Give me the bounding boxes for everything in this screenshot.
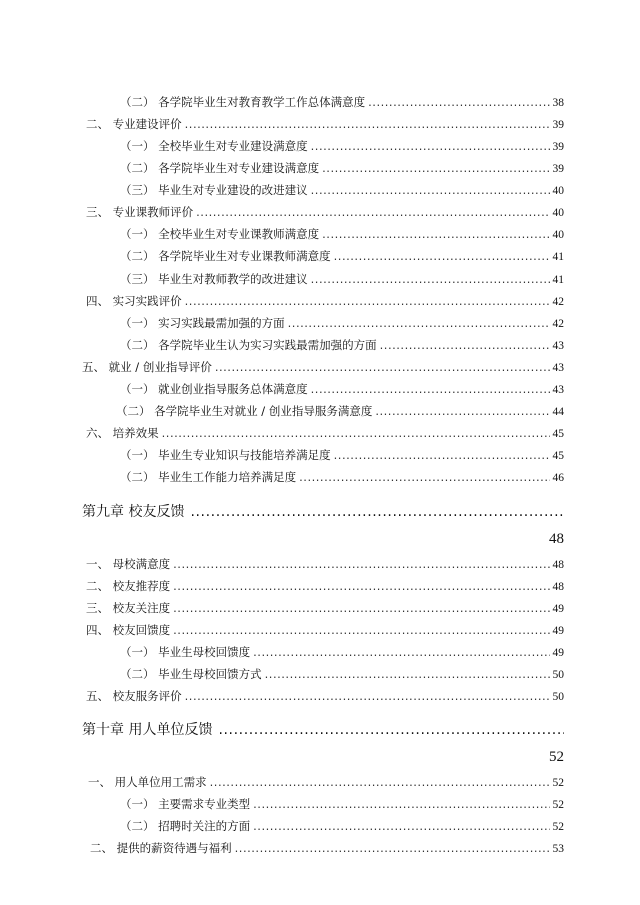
leader-dots — [311, 139, 550, 153]
toc-page-number: 50 — [552, 669, 564, 681]
toc-page-number: 42 — [552, 318, 564, 330]
toc-entry[interactable] — [86, 601, 564, 616]
toc-entry[interactable] — [120, 227, 564, 242]
toc-entry-label: （一） 全校毕业生对专业建设满意度 — [120, 139, 308, 153]
toc-page-number: 39 — [552, 141, 564, 153]
toc-entry[interactable] — [86, 623, 564, 638]
toc-page-number: 49 — [552, 603, 564, 615]
toc-page-number: 49 — [552, 647, 564, 659]
toc-entry[interactable] — [120, 470, 564, 485]
toc-entry[interactable] — [116, 404, 564, 419]
leader-dots — [196, 205, 549, 219]
toc-page-number: 46 — [552, 472, 564, 484]
toc-page-number: 45 — [552, 450, 564, 462]
leader-dots — [185, 689, 550, 703]
toc-entry-label: 二、 提供的薪资待遇与福利 — [90, 841, 232, 855]
leader-dots — [253, 797, 549, 811]
toc-entry-label: （一） 就业创业指导服务总体满意度 — [120, 382, 308, 396]
leader-dots — [185, 117, 550, 131]
toc-page-number: 39 — [552, 163, 564, 175]
toc-page-number: 52 — [552, 821, 564, 833]
leader-dots — [368, 95, 549, 109]
leader-dots — [173, 579, 549, 593]
toc-entry[interactable] — [120, 448, 564, 463]
leader-dots — [288, 316, 550, 330]
toc-page-number: 41 — [552, 251, 564, 263]
toc-entry-label: （二） 各学院毕业生认为实习实践最需加强的方面 — [120, 338, 377, 352]
chapter-title: 第九章 校友反馈 — [82, 504, 185, 520]
toc-entry-label: 三、 校友关注度 — [86, 601, 171, 615]
toc-page-number: 52 — [552, 799, 564, 811]
leader-dots — [185, 294, 550, 308]
toc-entry[interactable] — [86, 579, 564, 594]
toc-entry-label: （二） 各学院毕业生对专业课教师满意度 — [120, 249, 331, 263]
leader-dots — [253, 645, 549, 659]
leader-dots — [215, 360, 550, 374]
toc-entry-label: （二） 招聘时关注的方面 — [120, 819, 251, 833]
toc-entry-label: 五、 校友服务评价 — [86, 689, 182, 703]
leader-dots — [311, 183, 550, 197]
leader-dots — [299, 470, 549, 484]
toc-entry-label: 一、 母校满意度 — [86, 557, 171, 571]
toc-page-number: 39 — [552, 119, 564, 131]
leader-dots — [162, 426, 550, 440]
chapter-heading[interactable] — [82, 503, 564, 548]
leader-dots — [375, 404, 549, 418]
leader-dots — [253, 819, 549, 833]
chapter-heading[interactable] — [82, 721, 564, 766]
toc-entry-label: 一、 用人单位用工需求 — [88, 775, 207, 789]
leader-dots — [334, 448, 550, 462]
toc-page-number: 48 — [552, 581, 564, 593]
leader-dots — [173, 601, 549, 615]
toc-entry[interactable] — [86, 294, 564, 309]
toc-page-number: 53 — [552, 843, 564, 855]
toc-entry-label: 四、 实习实践评价 — [86, 294, 182, 308]
toc-entry-label: （一） 毕业生专业知识与技能培养满足度 — [120, 448, 331, 462]
leader-dots — [311, 382, 550, 396]
leader-dots — [265, 667, 550, 681]
leader-dots — [322, 161, 549, 175]
leader-dots — [218, 721, 564, 739]
toc-entry-label: （三） 毕业生对专业建设的改进建议 — [120, 183, 308, 197]
toc-entry[interactable] — [120, 382, 564, 397]
leader-dots — [210, 775, 550, 789]
toc-entry[interactable] — [120, 667, 564, 682]
toc-entry-label: （二） 各学院毕业生对专业建设满意度 — [120, 161, 320, 175]
toc-page-number: 49 — [552, 625, 564, 637]
leader-dots — [173, 623, 549, 637]
toc-entry[interactable] — [120, 272, 564, 287]
toc-entry[interactable] — [120, 95, 564, 110]
toc-entry-label: （二） 各学院毕业生对就业 / 创业指导服务满意度 — [116, 404, 373, 418]
toc-entry-label: 六、 培养效果 — [86, 426, 159, 440]
toc-page-number: 48 — [552, 559, 564, 571]
toc-entry-label: 二、 校友推荐度 — [86, 579, 171, 593]
leader-dots — [334, 249, 550, 263]
toc-entry[interactable] — [120, 161, 564, 176]
toc-entry[interactable] — [86, 557, 564, 572]
toc-entry[interactable] — [90, 841, 564, 856]
toc-entry-label: 四、 校友回馈度 — [86, 623, 171, 637]
leader-dots — [235, 841, 550, 855]
leader-dots — [380, 338, 550, 352]
toc-page-number: 43 — [552, 384, 564, 396]
toc-entry-label: （二） 毕业生工作能力培养满足度 — [120, 470, 297, 484]
toc-entry[interactable] — [120, 645, 564, 660]
toc-entry[interactable] — [120, 819, 564, 834]
toc-entry-label: 三、 专业课教师评价 — [86, 205, 194, 219]
toc-page-number: 38 — [552, 97, 564, 109]
toc-entry[interactable] — [86, 205, 564, 220]
toc-entry-label: （二） 各学院毕业生对教育教学工作总体满意度 — [120, 95, 366, 109]
toc-entry-label: （一） 主要需求专业类型 — [120, 797, 251, 811]
toc-entry-label: （一） 毕业生母校回馈度 — [120, 645, 251, 659]
chapter-page-number: 52 — [549, 749, 564, 765]
toc-entry[interactable] — [82, 360, 564, 375]
toc-page-number: 43 — [552, 340, 564, 352]
toc-page-number: 52 — [552, 777, 564, 789]
toc-entry-label: 五、 就业 / 创业指导评价 — [82, 360, 212, 374]
toc-entry[interactable] — [120, 183, 564, 198]
toc-page-number: 45 — [552, 428, 564, 440]
toc-entry-label: （二） 毕业生母校回馈方式 — [120, 667, 262, 681]
toc-entry-label: 二、 专业建设评价 — [86, 117, 182, 131]
toc-page-number: 43 — [552, 362, 564, 374]
toc-entry[interactable] — [120, 797, 564, 812]
toc-page-number: 42 — [552, 296, 564, 308]
toc-entry[interactable] — [120, 316, 564, 331]
toc-entry[interactable] — [86, 689, 564, 704]
leader-dots — [322, 227, 549, 241]
toc-entry[interactable] — [120, 139, 564, 154]
leader-dots — [190, 503, 564, 521]
toc-page-number: 44 — [552, 406, 564, 418]
toc-entry[interactable] — [86, 426, 564, 441]
chapter-title: 第十章 用人单位反馈 — [82, 722, 213, 738]
toc-page-number: 40 — [552, 207, 564, 219]
toc-entry[interactable] — [88, 775, 564, 790]
leader-dots — [311, 272, 550, 286]
toc-entry[interactable] — [120, 338, 564, 353]
leader-dots — [173, 557, 549, 571]
toc-page-number: 40 — [552, 229, 564, 241]
toc-entry[interactable] — [86, 117, 564, 132]
toc-page-number: 50 — [552, 691, 564, 703]
toc-page-number: 41 — [552, 274, 564, 286]
toc-entry-label: （三） 毕业生对教师教学的改进建议 — [120, 272, 308, 286]
chapter-page-number: 48 — [549, 531, 564, 547]
toc-entry-label: （一） 实习实践最需加强的方面 — [120, 316, 285, 330]
toc-page-number: 40 — [552, 185, 564, 197]
toc-entry-label: （一） 全校毕业生对专业课教师满意度 — [120, 227, 320, 241]
toc-entry[interactable] — [120, 249, 564, 264]
